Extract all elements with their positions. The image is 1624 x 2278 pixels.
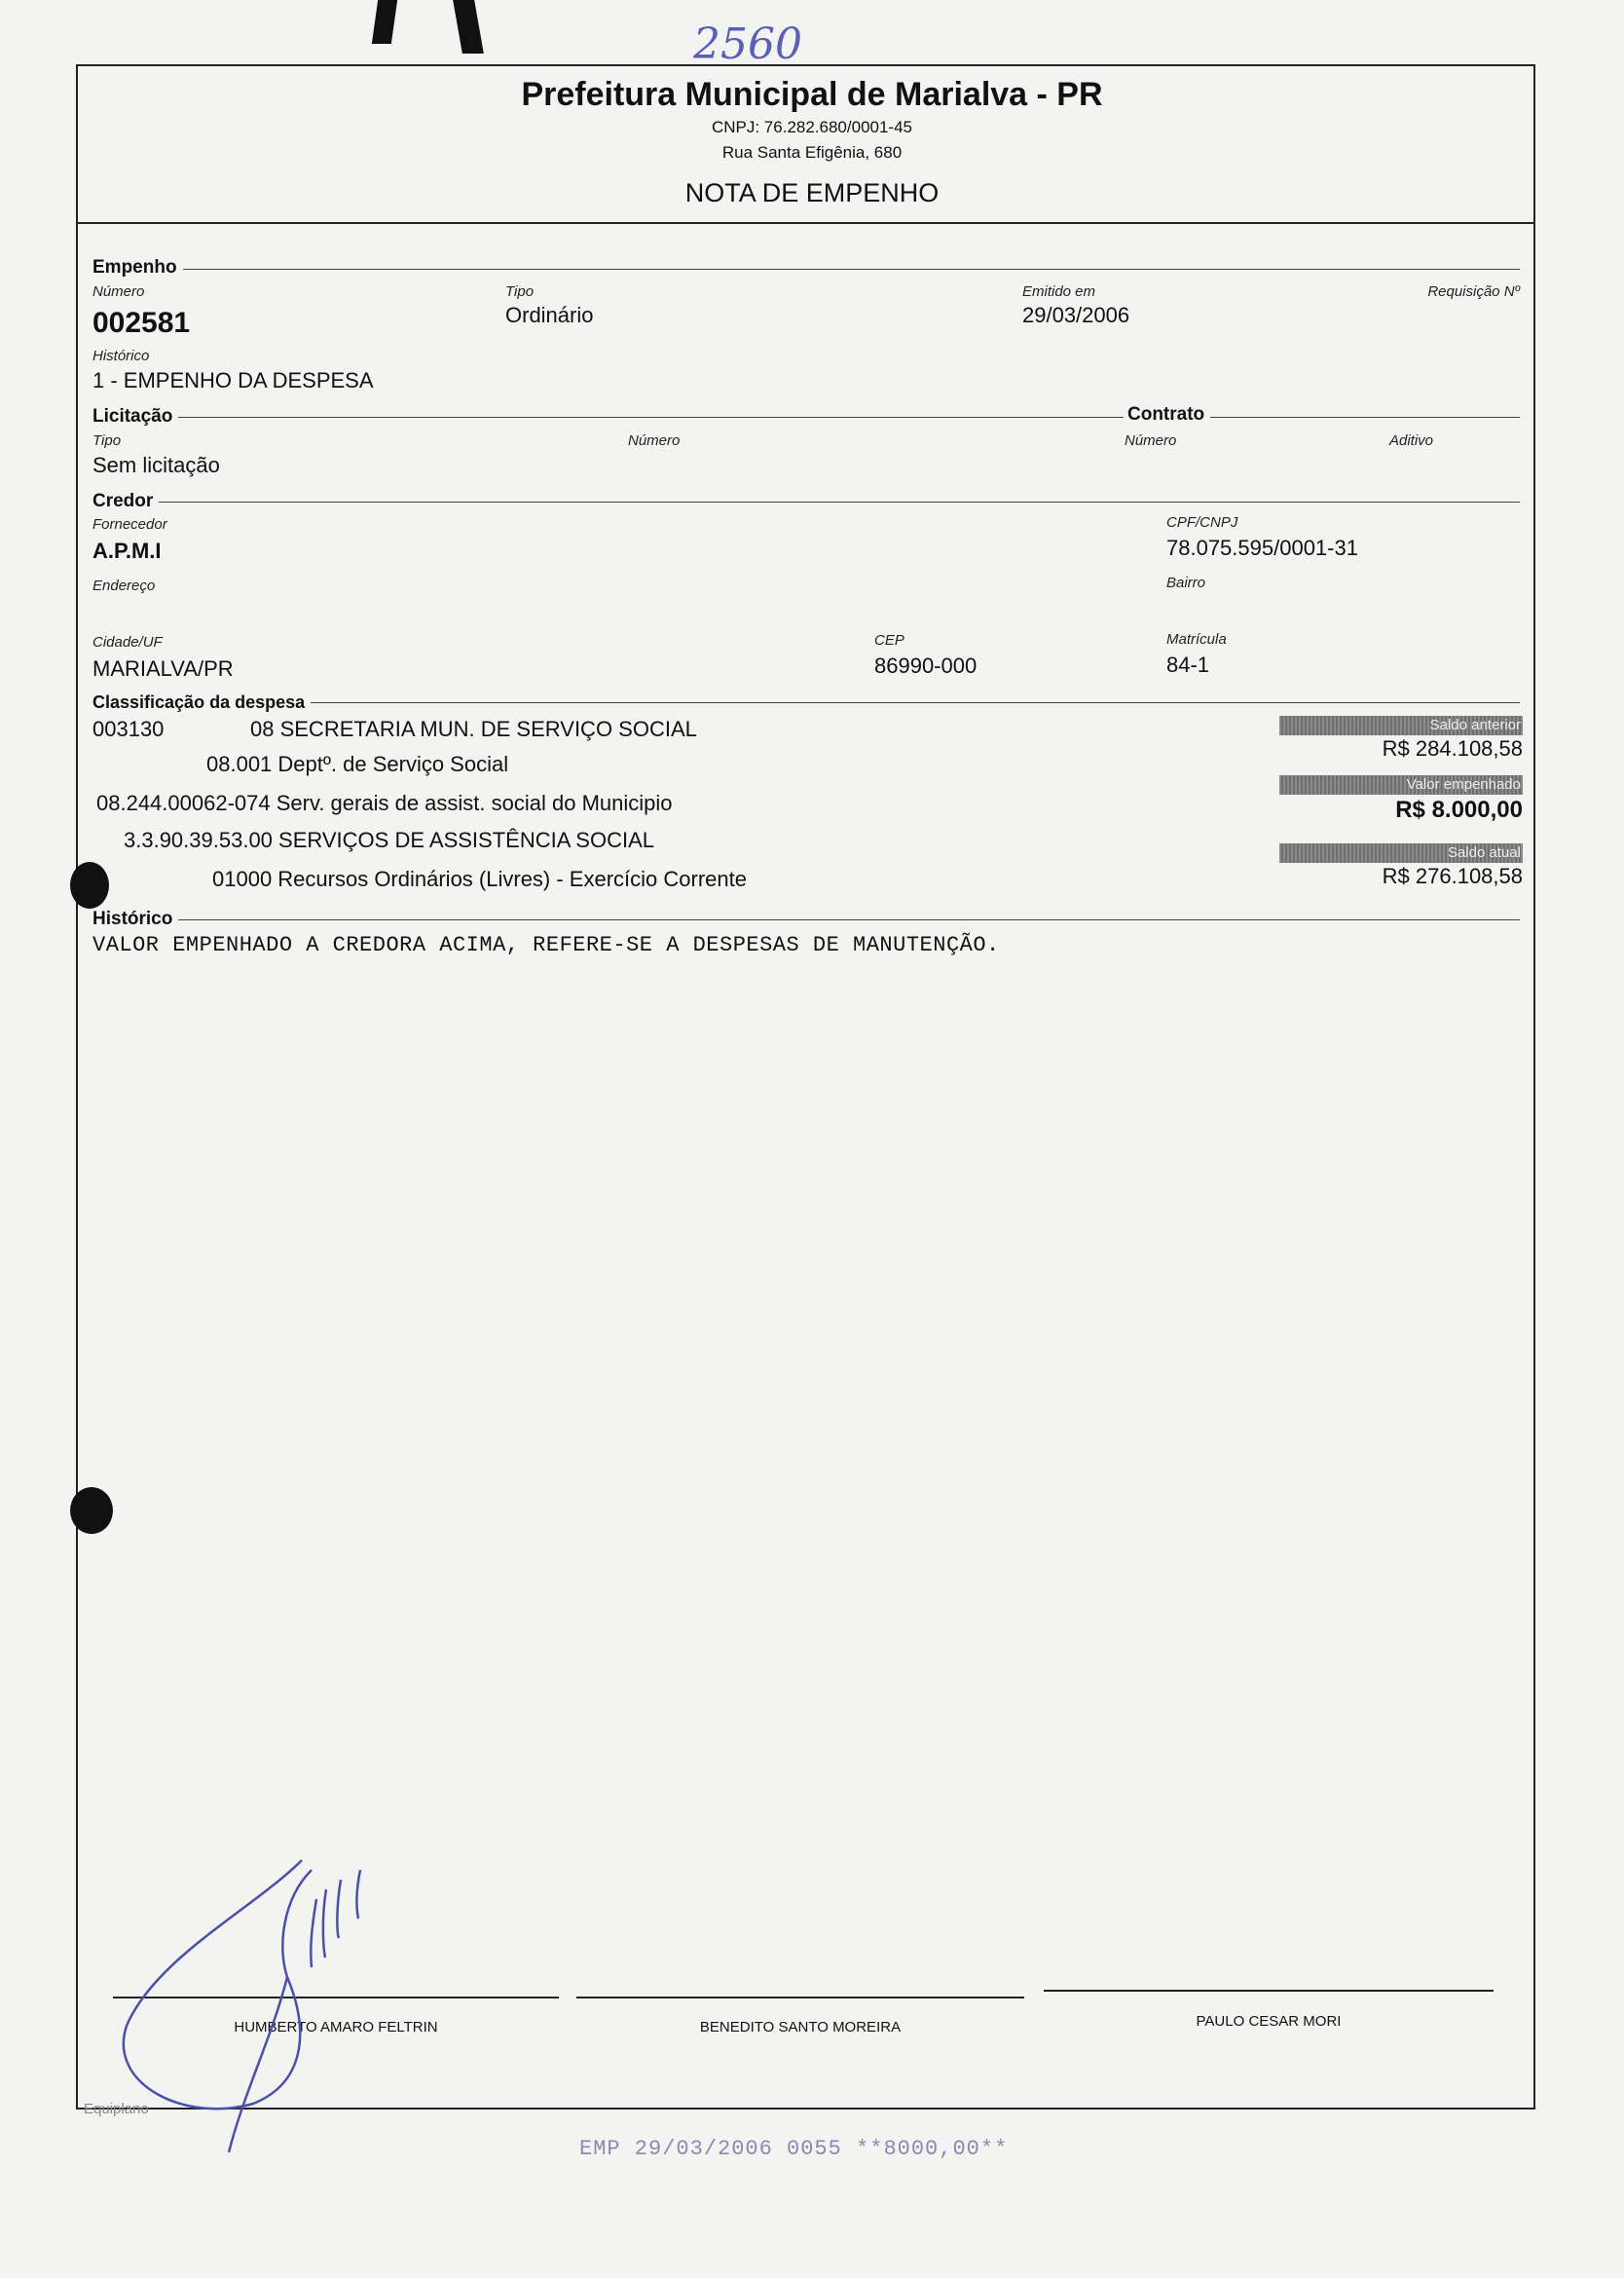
empenho-rule xyxy=(93,269,1520,270)
saldo-atual-label: Saldo atual xyxy=(1279,843,1523,863)
classificacao-line-4: 3.3.90.39.53.00 SERVIÇOS DE ASSISTÊNCIA SOCIAL xyxy=(124,828,654,852)
signature-line-2 xyxy=(576,1997,1024,1998)
emitido-label: Emitido em xyxy=(1022,283,1096,300)
punch-hole-top xyxy=(70,862,109,909)
historico-rule xyxy=(93,919,1520,920)
empenho-tipo-label: Tipo xyxy=(505,283,535,300)
empenho-historico: 1 - EMPENHO DA DESPESA xyxy=(92,368,374,392)
empenho-tipo: Ordinário xyxy=(505,303,594,327)
punch-hole-bottom xyxy=(70,1487,113,1534)
cpf-label: CPF/CNPJ xyxy=(1166,514,1238,531)
emitido-date: 29/03/2006 xyxy=(1022,303,1130,327)
org-cnpj: CNPJ: 76.282.680/0001-45 xyxy=(711,118,913,136)
contrato-numero-label: Número xyxy=(1125,432,1177,449)
cep-value: 86990-000 xyxy=(874,654,978,678)
classificacao-code: 003130 xyxy=(92,717,165,741)
licitacao-tipo: Sem licitação xyxy=(92,453,220,477)
licitacao-rule xyxy=(93,417,1520,418)
handwritten-number: 2560 xyxy=(693,19,802,69)
top-mark xyxy=(372,0,397,44)
signature-name-2: BENEDITO SANTO MOREIRA xyxy=(699,2019,902,2035)
requisicao-label: Requisição Nº xyxy=(1427,283,1520,300)
software-brand: Equiplano xyxy=(84,2101,149,2117)
contrato-section-title: Contrato xyxy=(1124,404,1210,426)
valor-empenhado-value: R$ 8.000,00 xyxy=(1395,797,1523,823)
licitacao-numero-label: Número xyxy=(628,432,681,449)
fornecedor-label: Fornecedor xyxy=(92,516,167,533)
mechanical-stamp: EMP 29/03/2006 0055 **8000,00** xyxy=(579,2137,1009,2161)
classificacao-line-3: 08.244.00062-074 Serv. gerais de assist. social do Municipio xyxy=(96,791,673,815)
fornecedor-name: A.P.M.I xyxy=(92,539,162,563)
classificacao-line-1: 08 SECRETARIA MUN. DE SERVIÇO SOCIAL xyxy=(250,717,697,741)
saldo-atual-value: R$ 276.108,58 xyxy=(1382,864,1523,888)
org-name: Prefeitura Municipal de Marialva - PR xyxy=(521,76,1103,113)
cep-label: CEP xyxy=(874,632,904,649)
classificacao-section-title: Classificação da despesa xyxy=(92,692,311,713)
credor-rule xyxy=(93,502,1520,503)
empenho-historico-label: Histórico xyxy=(92,348,150,364)
empenho-numero: 002581 xyxy=(92,307,191,339)
saldo-anterior-label: Saldo anterior xyxy=(1279,716,1523,735)
empenho-section-title: Empenho xyxy=(92,257,183,279)
signature-name-3: PAULO CESAR MORI xyxy=(1196,2013,1342,2030)
cidade-value: MARIALVA/PR xyxy=(92,656,234,681)
saldo-anterior-value: R$ 284.108,58 xyxy=(1382,736,1523,761)
bairro-label: Bairro xyxy=(1166,575,1206,591)
contrato-aditivo-label: Aditivo xyxy=(1389,432,1434,449)
endereco-label: Endereço xyxy=(92,578,156,594)
signature-name-1: HUMBERTO AMARO FELTRIN xyxy=(234,2019,438,2035)
classificacao-line-5: 01000 Recursos Ordinários (Livres) - Exercício Corrente xyxy=(212,867,747,891)
doc-title: NOTA DE EMPENHO xyxy=(684,178,940,207)
signature-line-3 xyxy=(1044,1990,1494,1992)
historico-text: VALOR EMPENHADO A CREDORA ACIMA, REFERE-SE A DESPESAS DE MANUTENÇÃO. xyxy=(92,933,1000,957)
licitacao-section-title: Licitação xyxy=(92,406,178,428)
handwritten-signature xyxy=(117,1841,428,2152)
licitacao-tipo-label: Tipo xyxy=(92,432,122,449)
credor-section-title: Credor xyxy=(92,491,159,512)
matricula-label: Matrícula xyxy=(1166,631,1227,648)
top-mark-2 xyxy=(453,0,484,54)
classificacao-line-2: 08.001 Deptº. de Serviço Social xyxy=(206,752,509,776)
valor-empenhado-label: Valor empenhado xyxy=(1279,775,1523,795)
cidade-label: Cidade/UF xyxy=(92,634,163,651)
empenho-numero-label: Número xyxy=(92,283,145,300)
org-address: Rua Santa Efigênia, 680 xyxy=(721,143,903,162)
historico-section-title: Histórico xyxy=(92,909,178,930)
cpf-value: 78.075.595/0001-31 xyxy=(1166,536,1358,560)
header-divider xyxy=(76,222,1535,224)
matricula-value: 84-1 xyxy=(1166,653,1210,677)
